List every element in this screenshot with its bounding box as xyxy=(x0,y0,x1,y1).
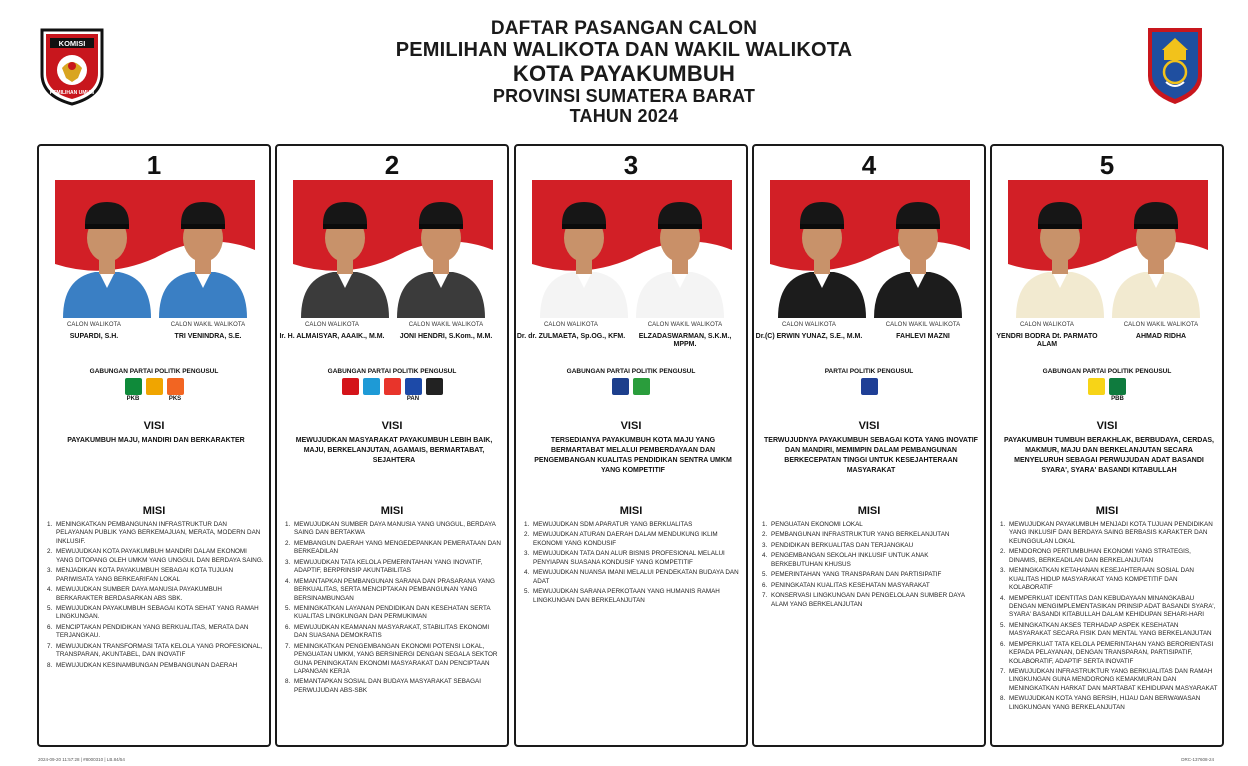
misi-list xyxy=(524,521,742,607)
party-logo xyxy=(146,378,163,402)
misi-item xyxy=(1000,521,1218,546)
party-label: PAN xyxy=(406,396,420,402)
visi-text: PAYAKUMBUH TUMBUH BERAKHLAK, BERBUDAYA, CERDAS, MAKMUR, MAJU DAN BERKELANJUTAN SECARA MENYELURUH SEBAGAI PERWUJUDAN ADAT BASANDI SYARA', SYARA' BASANDI KITABULLAH xyxy=(1003,437,1215,474)
wakil-role-label: CALON WAKIL WALIKOTA xyxy=(170,322,246,328)
misi-item-text: MEWUJUDKAN KEAMANAN MASYARAKAT, STABILITAS EKONOMI DAN SUASANA DEMOKRATIS xyxy=(294,623,490,640)
party-logo xyxy=(1088,378,1105,402)
walikota-name: Dr.(C) ERWIN YUNAZ, S.E., M.M. xyxy=(755,333,863,340)
misi-item xyxy=(762,521,980,529)
candidate-number: 4 xyxy=(861,150,877,180)
misi-item-text: MEWUJUDKAN TATA DAN ALUR BISNIS PROFESIONAL MELALUI PENYIAPAN SUASANA KONDUSIF YANG KOMPETITIF xyxy=(533,550,725,566)
misi-item xyxy=(1000,695,1218,712)
wakil-role-label: CALON WAKIL WALIKOTA xyxy=(408,322,484,328)
party-logo-icon xyxy=(612,378,629,395)
visi-heading: VISI xyxy=(620,420,642,432)
page-header xyxy=(0,18,1248,127)
party-logos xyxy=(39,378,269,402)
visi-text: TERWUJUDNYA PAYAKUMBUH SEBAGAI KOTA YANG INOVATIF DAN MANDIRI, MEMIMPIN DALAM PEMBANGUNAN BERKECEPATAN TINGGI UNTUK KESEJAHTERAAN MASYARAKAT xyxy=(764,437,978,474)
misi-item-text: MEWUJUDKAN TRANSFORMASI TATA KELOLA YANG PROFESIONAL, TRANSPARAN, AKUNTABEL, DAN INOVATIF xyxy=(56,642,262,659)
misi-item-number: 2. xyxy=(762,531,768,539)
visi-text: PAYAKUMBUH MAJU, MANDIRI DAN BERKARAKTER xyxy=(67,437,245,444)
misi-item-text: PENGEMBANGAN SEKOLAH INKLUSIF UNTUK ANAK BERKEBUTUHAN KHUSUS xyxy=(771,552,929,568)
misi-item-number: 3. xyxy=(762,541,768,549)
misi-item-number: 4. xyxy=(1000,594,1006,602)
party-logo-icon xyxy=(125,378,142,395)
misi-item-number: 3. xyxy=(285,558,291,566)
misi-item xyxy=(524,550,742,567)
misi-item-number: 4. xyxy=(524,569,530,577)
misi-item xyxy=(524,531,742,548)
party-logo xyxy=(167,378,184,402)
misi-item-number: 3. xyxy=(1000,567,1006,575)
header-line-3: KOTA PAYAKUMBUH xyxy=(512,60,736,86)
misi-item xyxy=(1000,668,1218,693)
candidate-photo xyxy=(532,180,732,318)
party-logos xyxy=(277,378,507,402)
party-logos xyxy=(992,378,1222,402)
walikota-name: Ir. H. ALMAISYAR, AAAIK., M.M. xyxy=(279,333,385,340)
misi-item-number: 4. xyxy=(762,552,768,560)
misi-item-number: 1. xyxy=(47,521,53,528)
misi-item-text: MENINGKATKAN LAYANAN PENDIDIKAN DAN KESEHATAN SERTA KUALITAS LINGKUNGAN DAN PERMUKIMAN xyxy=(294,604,491,621)
party-logo xyxy=(1109,378,1126,402)
party-logo-icon xyxy=(405,378,422,395)
misi-item-text: MEWUJUDKAN KOTA YANG BERSIH, HIJAU DAN BERWAWASAN LINGKUNGAN YANG BERKELANJUTAN xyxy=(1009,695,1201,711)
wakil-name: ELZADASWARMAN, S.K.M., MPPM. xyxy=(638,333,732,349)
wakil-role-label: CALON WAKIL WALIKOTA xyxy=(885,322,961,328)
wakil-name: AHMAD RIDHA xyxy=(1135,333,1187,340)
visi-text: TERSEDIANYA PAYAKUMBUH KOTA MAJU YANG BERMARTABAT MELALUI PEMBERDAYAAN DAN PENGEMBANGAN KUALITAS PENDIDIKAN SENTRA UMKM YANG KOMPETITIF xyxy=(534,437,732,474)
kpu-logo-top-text: KOMISI xyxy=(58,39,86,48)
misi-item xyxy=(285,521,503,538)
misi-item xyxy=(285,559,503,576)
party-logo xyxy=(342,378,359,402)
misi-item-text: MEWUJUDKAN SUMBER DAYA MANUSIA PAYAKUMBUH BERKARAKTER BERDASARKAN ABS SBK. xyxy=(56,586,222,602)
candidate-number: 2 xyxy=(384,150,400,180)
party-logo-icon xyxy=(861,378,878,395)
misi-heading: MISI xyxy=(1095,505,1119,517)
party-logo-icon xyxy=(384,378,401,395)
party-logo xyxy=(363,378,380,402)
party-logo xyxy=(426,378,443,402)
misi-item-text: MEMPERKUAT TATA KELOLA PEMERINTAHAN YANG BERORIENTASI KEPADA PELAYANAN, DENGAN TRANSPARAN, PARTISIPATIF, KOLABORATIF, ADAPTIF SERTA INOVATIF xyxy=(1009,640,1214,665)
misi-item-number: 5. xyxy=(285,604,291,612)
party-logos xyxy=(754,378,984,395)
misi-item-number: 5. xyxy=(1000,621,1006,629)
candidate-card-3 xyxy=(514,144,748,747)
misi-item-text: MEMANTAPKAN PEMBANGUNAN SARANA DAN PRASARANA YANG BERKUALITAS, SERTA MENCIPTAKAN PEMBANGUNAN YANG BERSINAMBUNGAN xyxy=(294,577,495,602)
wakil-name: JONI HENDRI, S.Kom., M.M. xyxy=(399,333,493,340)
misi-heading: MISI xyxy=(857,505,881,517)
misi-item xyxy=(47,567,265,584)
footer-right-text: DRC-137608-24 xyxy=(1181,757,1214,762)
candidate-photo xyxy=(55,180,255,318)
misi-item-text: MENINGKATKAN PENGEMBANGAN EKONOMI POTENSI LOKAL, PENGUATAN UMKM, YANG BERSINERGI DENGAN SEGALA SEKTOR GUNA PENINGKATAN EKONOMI MASYARAKAT DAN PENCIPTAAN LAPANGAN KERJA xyxy=(294,642,498,675)
misi-item-text: MEMPERKUAT IDENTITAS DAN KEBUDAYAAN MINANGKABAU DENGAN MENGIMPLEMENTASIKAN PRINSIP ADAT BASANDI SYARA', SYARA' BASANDI KITABULLAH DALAM KEHIDUPAN SEHARI-HARI xyxy=(1009,594,1216,619)
misi-item-text: MEWUJUDKAN NUANSA IMANI MELALUI PENDEKATAN BUDAYA DAN ADAT xyxy=(533,569,739,585)
misi-item-text: MENINGKATKAN AKSES TERHADAP ASPEK KESEHATAN MASYARAKAT SECARA FISIK DAN MENTAL YANG BERKELANJUTAN xyxy=(1009,621,1212,638)
misi-item xyxy=(1000,548,1218,565)
visi-heading: VISI xyxy=(143,420,165,432)
misi-item-text: MEWUJUDKAN PAYAKUMBUH MENJADI KOTA TUJUAN PENDIDIKAN YANG INKLUSIF DAN BERDAYA SAING BERBASIS KARAKTER DAN KEUNGGULAN LOKAL xyxy=(1009,521,1213,545)
party-label: PKS xyxy=(168,396,182,402)
party-logo xyxy=(861,378,878,395)
misi-item xyxy=(47,548,265,565)
visi-text: MEWUJUDKAN MASYARAKAT PAYAKUMBUH LEBIH BAIK, MAJU, BERKELANJUTAN, AGAMAIS, BERMARTABAT, SEJAHTERA xyxy=(295,437,493,464)
coalition-label: GABUNGAN PARTAI POLITIK PENGUSUL xyxy=(89,368,219,375)
party-label: PKB xyxy=(126,396,140,402)
misi-item xyxy=(285,578,503,603)
misi-item-text: MEMANTAPKAN SOSIAL DAN BUDAYA MASYARAKAT SEBAGAI PERWUJUDAN ABS-SBK xyxy=(294,678,481,694)
misi-list xyxy=(47,521,265,672)
misi-item-number: 8. xyxy=(1000,695,1006,703)
misi-item xyxy=(285,678,503,695)
misi-item-text: MEWUJUDKAN PAYAKUMBUH SEBAGAI KOTA SEHAT YANG RAMAH LINGKUNGAN. xyxy=(56,604,259,621)
party-logos xyxy=(516,378,746,395)
party-logo xyxy=(405,378,422,402)
walikota-role-label: CALON WALIKOTA xyxy=(66,322,122,328)
misi-item-number: 6. xyxy=(762,581,768,589)
misi-item-text: MEWUJUDKAN KOTA PAYAKUMBUH MANDIRI DALAM EKONOMI YANG DITOPANG OLEH UMKM YANG UNGGUL DAN BERDAYA SAING. xyxy=(56,548,264,564)
misi-item-text: PEMBANGUNAN INFRASTRUKTUR YANG BERKELANJUTAN xyxy=(771,531,950,539)
walikota-name: SUPARDI, S.H. xyxy=(69,333,119,340)
party-logo-icon xyxy=(1109,378,1126,395)
misi-item-number: 2. xyxy=(285,539,291,547)
walikota-role-label: CALON WALIKOTA xyxy=(543,322,599,328)
party-logo xyxy=(612,378,629,395)
misi-item-text: MENJADIKAN KOTA PAYAKUMBUH SEBAGAI KOTA TUJUAN PARIWISATA YANG BERKEARIFAN LOKAL xyxy=(56,567,234,583)
payakumbuh-city-logo xyxy=(1144,24,1206,106)
party-logo-icon xyxy=(363,378,380,395)
party-logo-icon xyxy=(426,378,443,395)
coalition-label: GABUNGAN PARTAI POLITIK PENGUSUL xyxy=(566,368,696,375)
misi-item-text: PENDIDIKAN BERKUALITAS DAN TERJANGKAU xyxy=(771,541,914,549)
walikota-role-label: CALON WALIKOTA xyxy=(781,322,837,328)
misi-item-number: 2. xyxy=(524,531,530,539)
header-line-1: DAFTAR PASANGAN CALON xyxy=(490,18,758,39)
misi-item-number: 1. xyxy=(285,521,291,528)
candidate-photo xyxy=(770,180,970,318)
party-logo-icon xyxy=(146,378,163,395)
misi-list xyxy=(285,521,503,697)
misi-item-text: MEWUJUDKAN INFRASTRUKTUR YANG BERKUALITAS DAN RAMAH LINGKUNGAN GUNA MENDORONG KEMAKMURAN DAN MENINGKATKAN HARKAT DAN MARTABAT KEHIDUPAN MASYARAKAT xyxy=(1009,668,1218,692)
candidate-photo xyxy=(1008,180,1208,318)
misi-item xyxy=(47,662,265,670)
misi-item-text: MEMBANGUN DAERAH YANG MENGEDEPANKAN PEMERATAAN DAN BERKEADILAN xyxy=(294,539,501,556)
misi-heading: MISI xyxy=(142,505,166,517)
misi-item-number: 2. xyxy=(47,548,53,556)
misi-item-text: MEWUJUDKAN SARANA PERKOTAAN YANG HUMANIS RAMAH LINGKUNGAN DAN BERKELANJUTAN xyxy=(533,588,720,604)
misi-item-text: MEWUJUDKAN KESINAMBUNGAN PEMBANGUNAN DAERAH xyxy=(56,661,238,669)
misi-item-text: PENGUATAN EKONOMI LOKAL xyxy=(771,521,863,528)
party-logo-icon xyxy=(167,378,184,395)
misi-item-number: 7. xyxy=(1000,668,1006,675)
visi-heading: VISI xyxy=(381,420,403,432)
party-logo-icon xyxy=(633,378,650,395)
misi-item xyxy=(762,552,980,569)
misi-item xyxy=(1000,622,1218,639)
walikota-role-label: CALON WALIKOTA xyxy=(304,322,360,328)
misi-item xyxy=(285,624,503,641)
misi-item-number: 8. xyxy=(47,661,53,669)
misi-list xyxy=(762,521,980,611)
candidate-card-4 xyxy=(752,144,986,747)
walikota-name: YENDRI BODRA Dt. PARMATO ALAM xyxy=(996,333,1098,349)
misi-item-number: 6. xyxy=(47,623,53,631)
misi-item-number: 5. xyxy=(524,588,530,596)
footer-left-text: 2024-09-20 11:57:28 | #8000310 | LB.84/54 xyxy=(38,757,125,762)
misi-item-number: 4. xyxy=(285,577,291,585)
party-label: PBB xyxy=(1111,396,1124,402)
misi-item-text: PENINGKATAN KUALITAS KESEHATAN MASYARAKAT xyxy=(771,581,930,589)
wakil-role-label: CALON WAKIL WALIKOTA xyxy=(1123,322,1199,328)
misi-item xyxy=(285,540,503,557)
kpu-logo-bottom-text: PEMILIHAN UMUM xyxy=(49,90,95,96)
misi-item-number: 4. xyxy=(47,586,53,594)
misi-item xyxy=(762,571,980,579)
party-logo xyxy=(125,378,142,402)
misi-item-number: 5. xyxy=(762,571,768,579)
misi-item xyxy=(1000,567,1218,592)
misi-item xyxy=(762,531,980,539)
header-line-4: PROVINSI SUMATERA BARAT xyxy=(492,86,756,107)
party-logo xyxy=(633,378,650,395)
misi-item xyxy=(762,582,980,590)
wakil-name: FAHLEVI MAZNI xyxy=(896,333,950,340)
wakil-role-label: CALON WAKIL WALIKOTA xyxy=(647,322,723,328)
misi-item xyxy=(1000,595,1218,620)
visi-heading: VISI xyxy=(1096,420,1118,432)
coalition-label: PARTAI POLITIK PENGUSUL xyxy=(824,368,914,375)
misi-item xyxy=(47,643,265,660)
misi-item-text: MENCIPTAKAN PENDIDIKAN YANG BERKUALITAS, MERATA DAN TERJANGKAU. xyxy=(56,623,249,640)
misi-item-number: 8. xyxy=(285,678,291,686)
misi-item-text: KONSERVASI LINGKUNGAN DAN PENGELOLAAN SUMBER DAYA ALAM YANG BERKELANJUTAN xyxy=(771,592,965,608)
candidate-photo xyxy=(293,180,493,318)
misi-item-number: 7. xyxy=(47,642,53,650)
misi-item-number: 2. xyxy=(1000,548,1006,556)
misi-item xyxy=(524,521,742,529)
misi-item-text: MEWUJUDKAN SUMBER DAYA MANUSIA YANG UNGGUL, BERDAYA SAING DAN BERTAKWA xyxy=(294,521,496,537)
party-logo xyxy=(384,378,401,402)
candidate-card-1 xyxy=(37,144,271,747)
misi-item-number: 5. xyxy=(47,604,53,612)
misi-item xyxy=(47,624,265,641)
misi-item-text: PEMERINTAHAN YANG TRANSPARAN DAN PARTISIPATIF xyxy=(771,571,942,579)
misi-item-text: MEWUJUDKAN SDM APARATUR YANG BERKUALITAS xyxy=(533,521,693,528)
candidate-number: 1 xyxy=(146,150,162,180)
wakil-name: TRI VENINDRA, S.E. xyxy=(174,333,242,340)
misi-item-text: MENDORONG PERTUMBUHAN EKONOMI YANG STRATEGIS, DINAMIS, BERKEADILAN DAN BERKELANJUTAN xyxy=(1009,548,1191,564)
coalition-label: GABUNGAN PARTAI POLITIK PENGUSUL xyxy=(327,368,457,375)
misi-item-number: 1. xyxy=(1000,521,1006,528)
misi-item xyxy=(47,605,265,622)
misi-item-number: 3. xyxy=(47,567,53,575)
misi-item xyxy=(762,592,980,609)
coalition-label: GABUNGAN PARTAI POLITIK PENGUSUL xyxy=(1042,368,1172,375)
misi-heading: MISI xyxy=(380,505,404,517)
party-logo-icon xyxy=(1088,378,1105,395)
misi-item xyxy=(285,605,503,622)
header-line-5: TAHUN 2024 xyxy=(569,106,679,127)
misi-item-text: MENINGKATKAN PEMBANGUNAN INFRASTRUKTUR DAN PELAYANAN PUBLIK YANG BERKEMAJUAN, MERATA, MODERN DAN INKLUSIF. xyxy=(56,521,261,545)
candidate-card-5 xyxy=(990,144,1224,747)
misi-item xyxy=(1000,641,1218,666)
misi-item-number: 6. xyxy=(285,623,291,631)
walikota-role-label: CALON WALIKOTA xyxy=(1019,322,1075,328)
misi-item xyxy=(524,588,742,605)
party-logo-icon xyxy=(342,378,359,395)
candidate-number: 3 xyxy=(623,150,639,180)
walikota-name: Dr. dr. ZULMAETA, Sp.OG., KFM. xyxy=(516,333,626,340)
candidate-number: 5 xyxy=(1099,150,1115,180)
misi-item-number: 7. xyxy=(285,642,291,650)
misi-heading: MISI xyxy=(619,505,643,517)
misi-item xyxy=(47,521,265,546)
misi-item-number: 6. xyxy=(1000,640,1006,648)
misi-item xyxy=(47,586,265,603)
misi-item-number: 1. xyxy=(762,521,768,528)
misi-item-text: MEWUJUDKAN ATURAN DAERAH DALAM MENDUKUNG IKLIM EKONOMI YANG KONDUSIF xyxy=(533,531,718,547)
misi-item-number: 7. xyxy=(762,592,768,600)
header-line-2: PEMILIHAN WALIKOTA DAN WAKIL WALIKOTA xyxy=(395,39,853,62)
misi-item-text: MEWUJUDKAN TATA KELOLA PEMERINTAHAN YANG INOVATIF, ADAPTIF, BERPRINSIP AKUNTABILITAS xyxy=(294,558,483,575)
misi-item-text: MENINGKATKAN KETAHANAN KESEJAHTERAAN SOSIAL DAN KUALITAS HIDUP MASYARAKAT YANG KOMPETITIF DAN KOLABORATIF xyxy=(1009,567,1194,592)
visi-heading: VISI xyxy=(858,420,880,432)
misi-item xyxy=(285,643,503,677)
candidate-card-2 xyxy=(275,144,509,747)
kpu-logo xyxy=(36,26,108,106)
misi-list xyxy=(1000,521,1218,714)
misi-item-number: 3. xyxy=(524,550,530,558)
misi-item-number: 1. xyxy=(524,521,530,528)
misi-item xyxy=(524,569,742,586)
misi-item xyxy=(762,542,980,550)
